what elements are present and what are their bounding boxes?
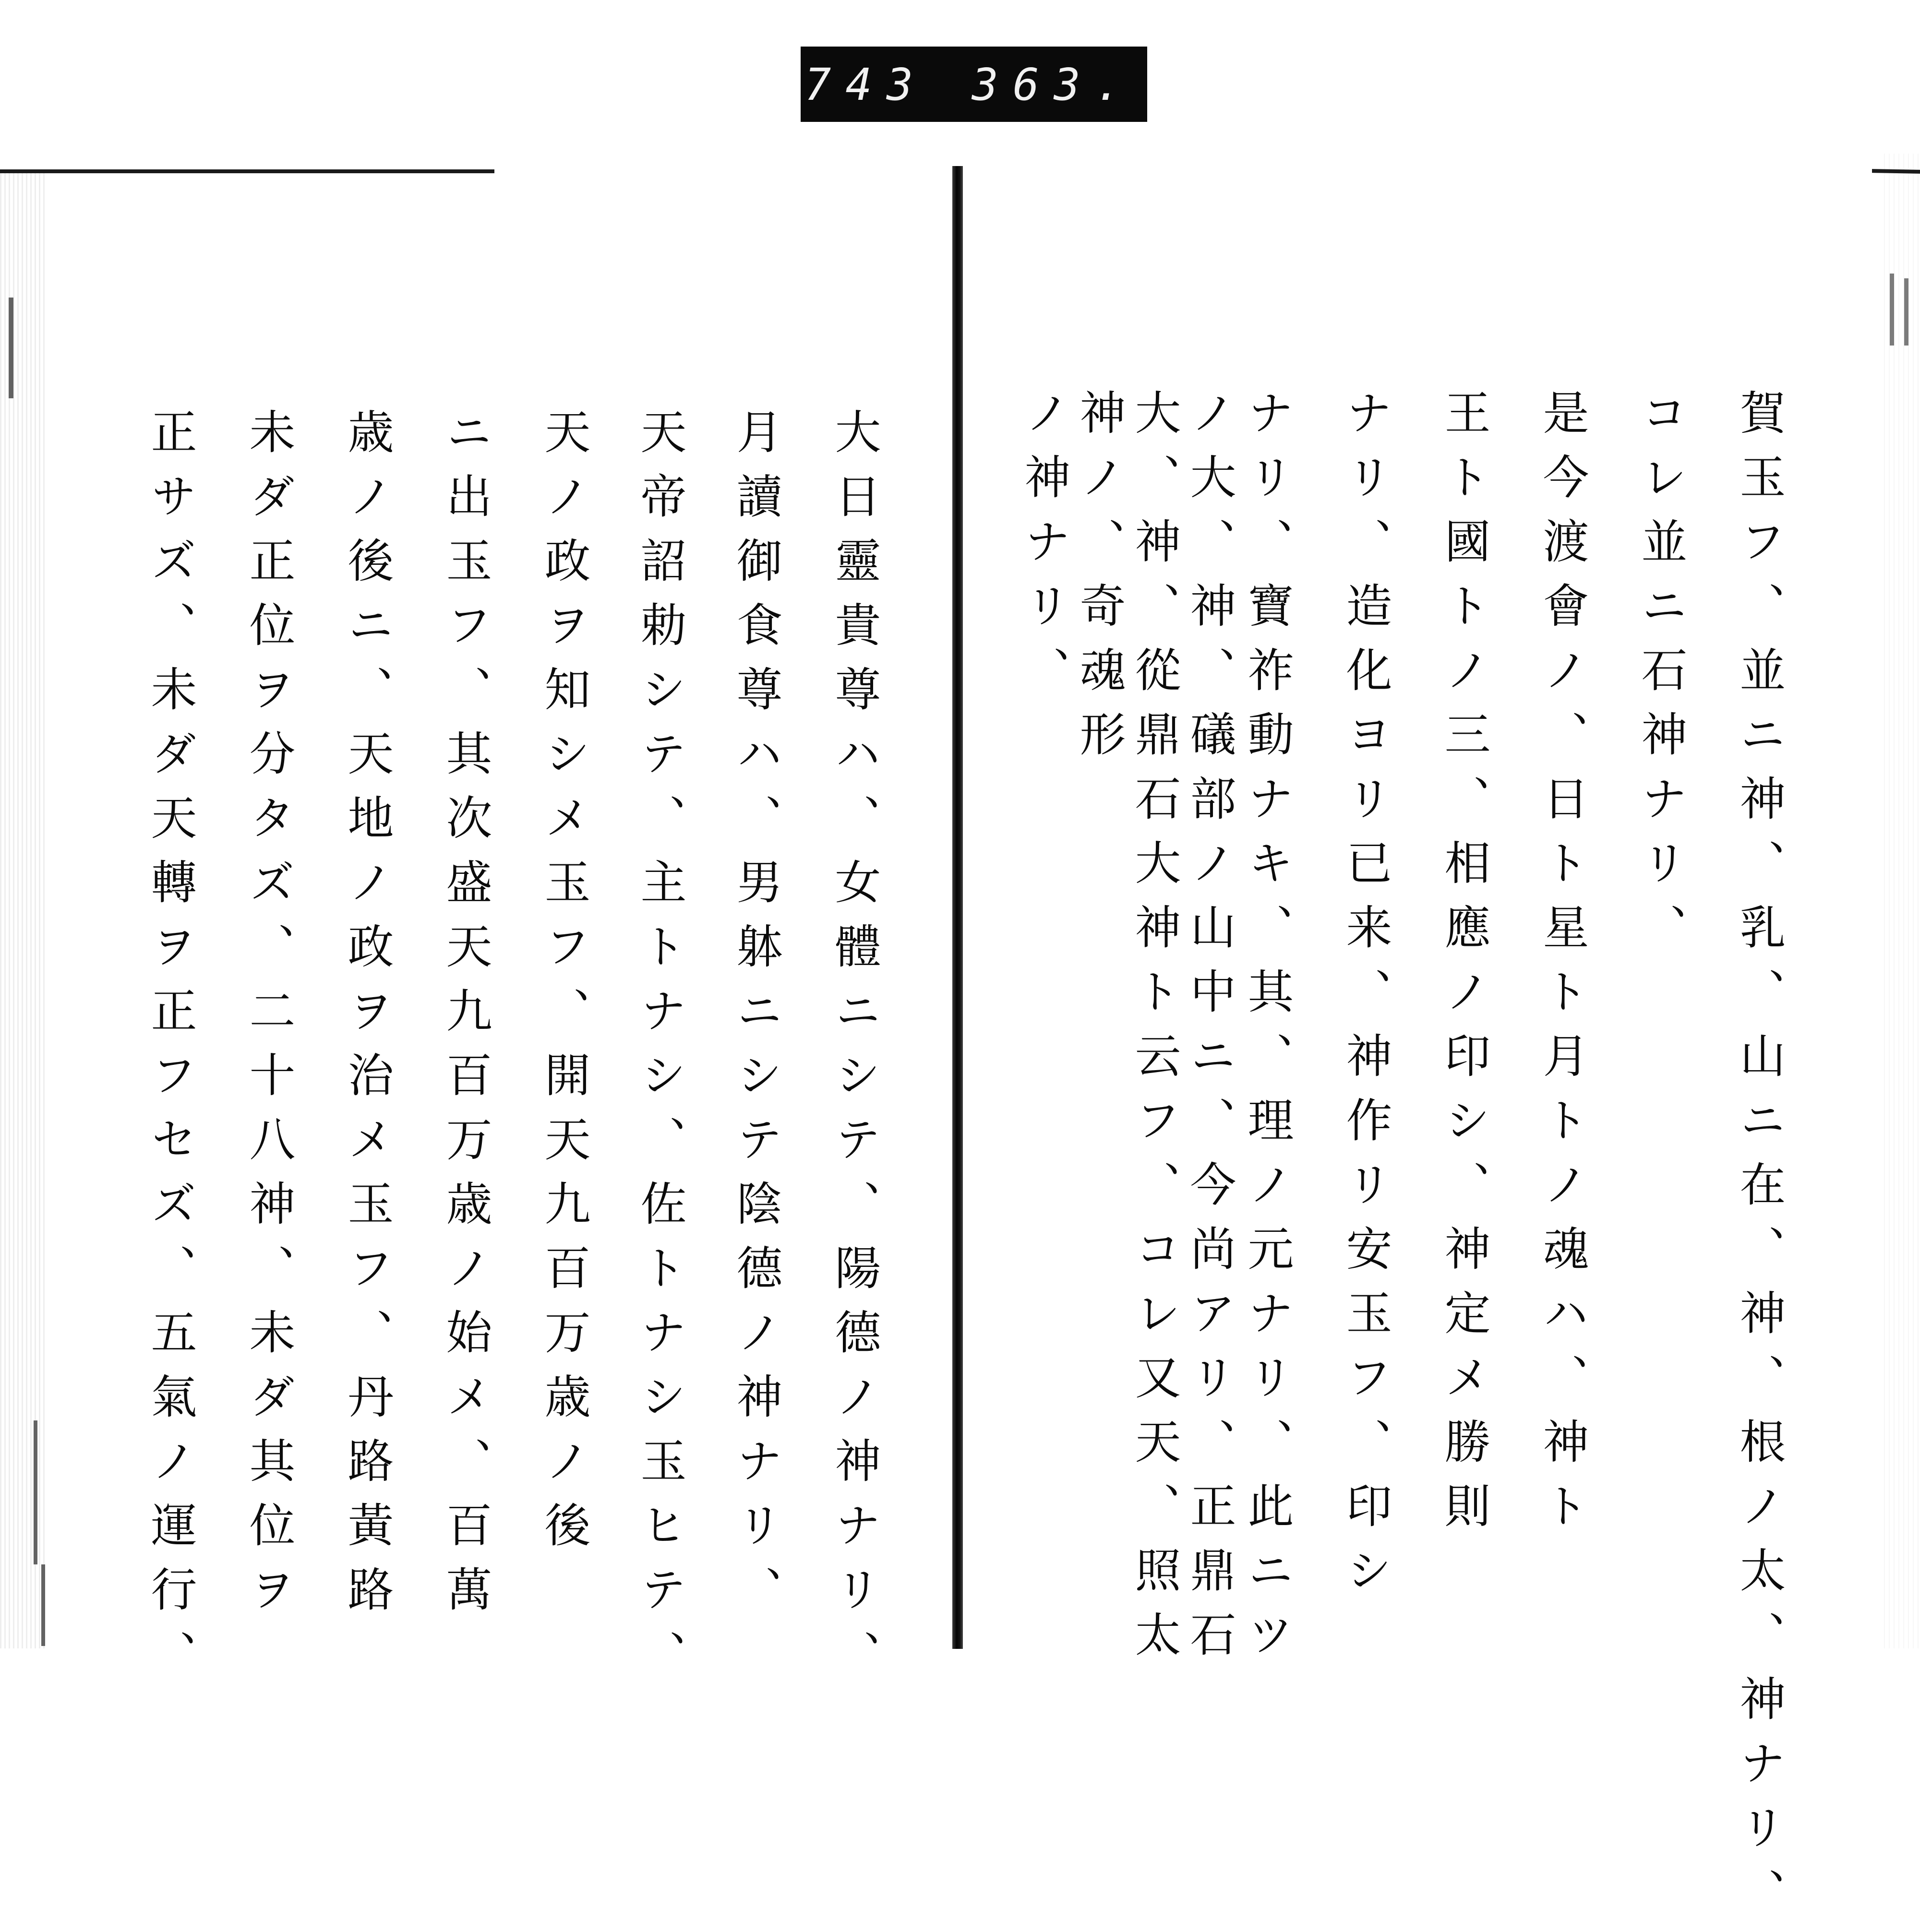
right-page-column-10: ノ神ナリ、 (1017, 389, 1071, 710)
left-page-column-6: 歳ノ後ニ、天地ノ政ヲ治メ玉フ、丹路黃路 (340, 408, 394, 1630)
right-page-column-7: ノ大、神、礒部ノ山中ニ、今尚アリ、正鼎石 (1183, 389, 1236, 1675)
edge-mark (9, 298, 13, 398)
book-spine-gutter (952, 166, 963, 1649)
film-frame-label (801, 47, 1147, 122)
reel-number: 743 (804, 59, 928, 110)
right-page-column-8: 大、神、從鼎石大神ト云フ、コレ又天、照太 (1128, 389, 1181, 1675)
right-page-edge-shadow (1884, 154, 1920, 1648)
right-page-column-5: ナリ、造化ヨリ已来、神作リ安玉フ、印シ (1339, 389, 1392, 1610)
left-page-column-7: 未ダ正位ヲ分タズ、二十八神、未ダ其位ヲ (242, 408, 296, 1630)
left-page-column-4: 天ノ政ヲ知シメ玉フ、開天九百万歳ノ後 (537, 408, 591, 1565)
left-page-column-2: 月讀御食尊ハ、男躰ニシテ陰德ノ神ナリ、 (729, 408, 783, 1630)
right-page-column-6: ナリ、寶祚動ナキ、其、理ノ元ナリ、此ニツ (1240, 389, 1294, 1675)
frame-number: 363. (972, 59, 1136, 110)
left-page-column-3: 天帝詔勅シテ、主トナシ、佐トナシ玉ヒテ、 (633, 408, 687, 1694)
right-page-column-2: コレ並ニ石神ナリ、 (1634, 389, 1688, 967)
left-page-top-edge (0, 169, 494, 173)
left-page-column-1: 大日靈貴尊ハ、女體ニシテ、陽德ノ神ナリ、 (828, 408, 881, 1694)
edge-mark (1890, 274, 1894, 346)
right-page-column-1: 賀玉フ、並ニ神、乳、山ニ在、神、根ノ太、神ナリ、 (1732, 389, 1786, 1932)
edge-mark (1904, 278, 1908, 346)
edge-mark (34, 1420, 37, 1564)
right-page-column-3: 是今渡會ノ、日ト星ト月トノ魂ハ、神ト (1536, 389, 1589, 1546)
right-page-column-9: 神ノ、奇魂形 (1072, 389, 1126, 775)
left-page-column-8: 正サズ、未ダ天轉ヲ正フセズ、五氣ノ運行、 (144, 408, 197, 1694)
right-page-column-4: 王ト國トノ三、相應ノ印シ、神定メ勝則 (1437, 389, 1491, 1546)
left-page-column-5: ニ出玉フ、其次盛天九百万歳ノ始メ、百萬 (439, 408, 492, 1630)
edge-mark (41, 1564, 45, 1646)
left-page-edge-shadow (0, 173, 46, 1648)
